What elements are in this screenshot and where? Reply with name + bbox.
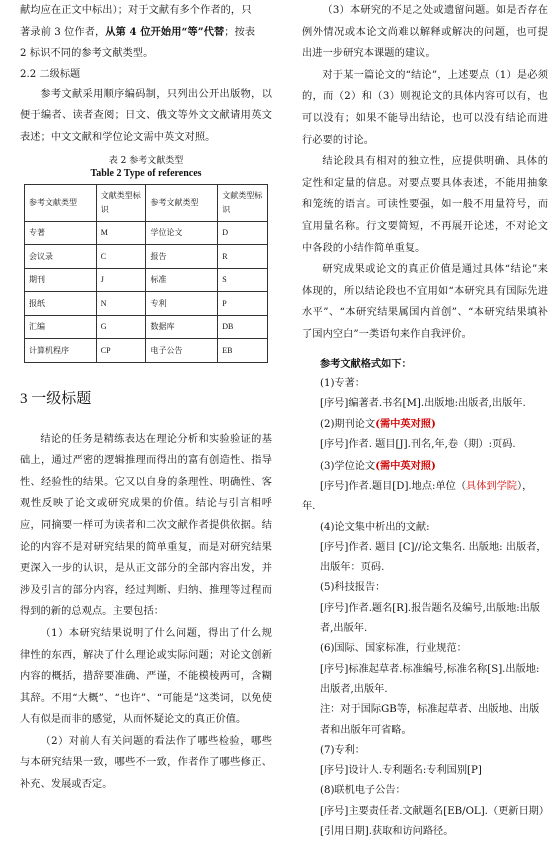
ref-format: [序号]标准起草者.标准编号,标准名称[S].出版地: 出版者,出版年.	[302, 660, 548, 701]
ref-type-label: (3)学位论文	[320, 461, 375, 472]
conclusion-item-3: （3）本研究的不足之处或遗留问题。如是否存在例外情况或本论文尚难以解释或解决的问题，也可提出进一步研究本课题的建议。	[302, 0, 548, 65]
ref-type-title	[302, 456, 548, 477]
ref-note: 注：对于国际GB等，标准起草者、出版地、出版者和出版年可省略。	[302, 700, 548, 741]
bilingual-note: (需中英对照)	[375, 418, 436, 430]
conclusion-paragraph: 结论的任务是精练表达在理论分析和实验验证的基础上，通过严密的逻辑推理而得出的富有创造性、指导性、经验性的结果。它又以自身的条理性、明确性、客观性反映了论文或研究成果的价值。结论与引言相呼应，同摘要一样可为读者和二次文献作者提供依据。结论的内容不是对研究结果的简单重复，而是对研究结果更深入一步的认识，是从正文部分的全部内容出发，并涉及引言的部分内容，经过判断、归纳、推理等过程而得到的新的总观点。主要包括：	[20, 429, 272, 623]
ref-format	[302, 477, 548, 497]
intro-line-1: 献均应在正文中标出）；对于文献有多个作者的，只	[20, 5, 252, 16]
table-cell: C	[96, 245, 146, 269]
ref-type-title: (5)科技报告：	[302, 578, 548, 598]
table-row	[25, 245, 268, 269]
ref-format: [序号]作者.题名[R].报告题名及编号,出版地:出版者,出版年.	[302, 599, 548, 640]
conclusion-item-2: （2）对前人有关问题的看法作了哪些检验，哪些与本研究结果一致，哪些不一致，作者作了哪些修正、补充、发展或否定。	[20, 731, 272, 796]
table-row	[25, 315, 268, 339]
ref-type-title: (6)国际、国家标准，行业规范：	[302, 639, 548, 659]
ref-type-title	[302, 414, 548, 435]
table-caption-en: Table 2 Type of references	[20, 167, 272, 180]
table-cell: 汇编	[25, 315, 97, 339]
table-cell: J	[96, 268, 146, 292]
section-heading-3: 3 一级标题	[20, 389, 272, 409]
ref-type-title: (8)联机电子公告：	[302, 781, 548, 801]
table-row	[25, 221, 268, 245]
table-cell: R	[218, 245, 268, 269]
table-cell: 报告	[146, 245, 218, 269]
table-cell: N	[96, 292, 146, 316]
right-column	[302, 0, 548, 842]
ref-format-part: ），	[517, 481, 532, 492]
ref-format: [序号]作者. 题目 [C]//论文集名. 出版地: 出版者，出版年：页码.	[302, 538, 548, 579]
table-cell: 会议录	[25, 245, 97, 269]
intro-line-2a: 著录前 3 位作者，	[20, 27, 105, 38]
ref-type-title: (4)论文集中析出的文献:	[302, 518, 548, 538]
conclusion-independence-paragraph: 结论段具有相对的独立性，应提供明确、具体的定性和定量的信息。对要点要具体表述，不能用抽象和笼统的语言。可读性要强，如一般不用量符号，而宜用量名称。行文要简短，不再展开论述，不对论文中各段的小结作简单重复。	[302, 151, 548, 259]
reference-format-list	[302, 374, 548, 842]
ref-format: [序号]编著者.书名[M].出版地:出版者,出版年.	[302, 394, 548, 414]
table-row	[25, 292, 268, 316]
ref-format-continuation: 年.	[302, 497, 548, 517]
table-header-cell: 文献类型标识	[218, 184, 268, 221]
table-cell: 数据库	[146, 315, 218, 339]
table-cell: 报纸	[25, 292, 97, 316]
table-header-cell: 参考文献类型	[146, 184, 218, 221]
table-cell: EB	[218, 339, 268, 363]
conclusion-item-1: （1）本研究结果说明了什么问题，得出了什么规律性的东西，解决了什么理论或实际问题；对论文创新内容的概括，措辞要准确、严谨，不能模棱两可，含糊其辞。不用“大概”、“也许”、“可能是”这类词，以免使人有似是而非的感觉，从而怀疑论文的真正价值。	[20, 623, 272, 731]
table-row	[25, 339, 268, 363]
ref-type-title: (1)专著：	[302, 374, 548, 394]
ref-type-title: (7)专利：	[302, 741, 548, 761]
ref-format: [序号]主要责任者.文献题名[EB/OL].（更新日期）[引用日期].获取和访问路径。	[302, 802, 548, 842]
intro-paragraph	[20, 0, 272, 65]
references-rule-paragraph: 参考文献采用顺序编码制，只列出公开出版物，以便于编者、读者查阅；日文、俄文等外文文献请用英文表述；中文文献和学位论文需中英文对照。	[20, 84, 272, 149]
table-caption-cn: 表 2 参考文献类型	[20, 155, 272, 167]
reference-format-title: 参考文献格式如下：	[320, 354, 548, 374]
table-cell: DB	[218, 315, 268, 339]
ref-format-part: [序号]作者.题目[D].地点:单位（	[320, 481, 466, 492]
table-cell: CP	[96, 339, 146, 363]
table-cell: 电子公告	[146, 339, 218, 363]
bilingual-note: (需中英对照)	[375, 460, 436, 472]
table-cell: S	[218, 268, 268, 292]
table-cell: M	[96, 221, 146, 245]
ref-format: [序号]设计人.专利题名:专利国别[P]	[302, 761, 548, 781]
table-header-row	[25, 184, 268, 221]
table-cell: P	[218, 292, 268, 316]
intro-line-2c: ；按表	[224, 27, 255, 38]
left-column	[20, 0, 272, 796]
table-header-cell: 文献类型标识	[96, 184, 146, 221]
table-cell: 计算机程序	[25, 339, 97, 363]
table-header-cell: 参考文献类型	[25, 184, 97, 221]
table-cell: D	[218, 221, 268, 245]
table-cell: 标准	[146, 268, 218, 292]
table-row	[25, 268, 268, 292]
ref-format: [序号]作者. 题目[J].刊名,年,卷（期）:页码.	[302, 435, 548, 455]
section-heading-2-2: 2.2 二级标题	[20, 66, 272, 84]
intro-bold-phrase: 从第 4 位开始用“等”代替	[105, 26, 224, 38]
conclusion-value-paragraph: 研究成果或论文的真正价值是通过具体“结论”来体现的，所以结论段也不宜用如“本研究具有国际先进水平”、“本研究结果属国内首创”、“本研究结果填补了国内空白”一类语句来作自我评价。	[302, 259, 548, 345]
table-cell: 学位论文	[146, 221, 218, 245]
table-cell: 专著	[25, 221, 97, 245]
reference-type-table	[24, 184, 268, 363]
college-note: 具体到学院	[466, 481, 517, 492]
ref-type-label: (2)期刊论文	[320, 419, 375, 430]
table-cell: 期刊	[25, 268, 97, 292]
conclusion-points-paragraph: 对于某一篇论文的“结论”，上述要点（1）是必须的，而（2）和（3）则视论文的具体内容可以有，也可以没有；如果不能导出结论，也可以没有结论而进行必要的讨论。	[302, 65, 548, 151]
table-cell: G	[96, 315, 146, 339]
intro-line-3: 2 标识不同的参考文献类型。	[20, 48, 153, 59]
table-cell: 专利	[146, 292, 218, 316]
